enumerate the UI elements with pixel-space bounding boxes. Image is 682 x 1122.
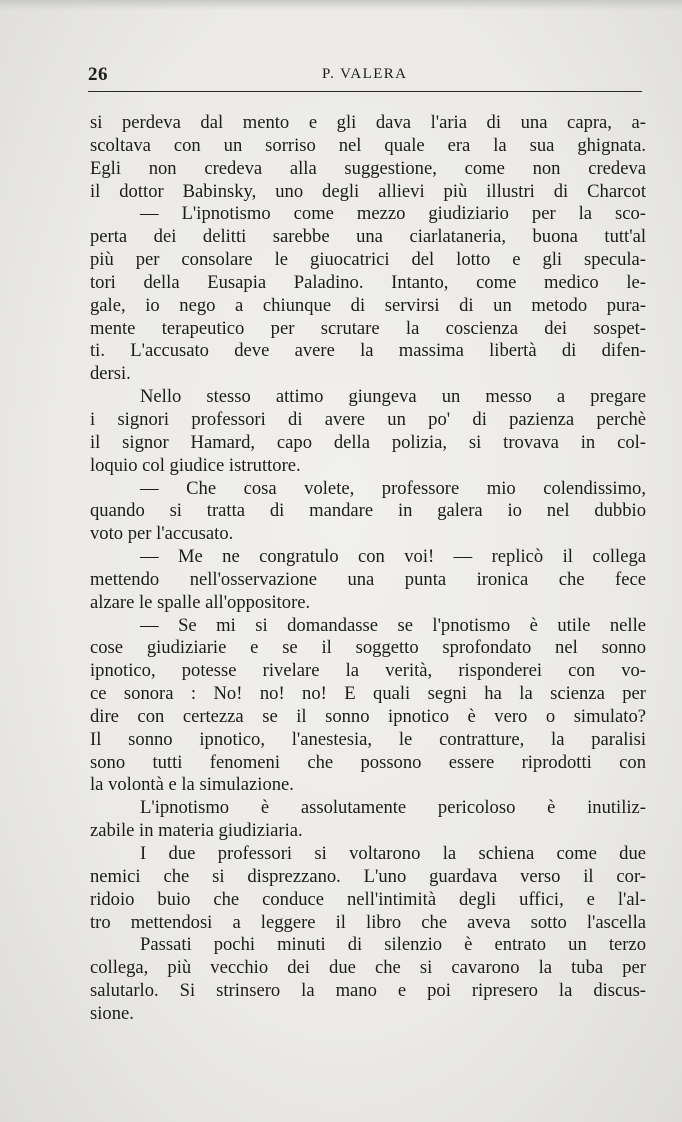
text-line: nemici che si disprezzano. L'uno guardava verso il cor- [90, 865, 646, 887]
text-line: la volontà e la simulazione. [90, 774, 294, 796]
text-line: i signori professori di avere un po' di pazienza perchè [90, 408, 646, 430]
text-line: più per consolare le giuocatrici del lotto e gli specula- [90, 249, 646, 271]
text-line: L'ipnotismo è assolutamente pericoloso è inutiliz- [140, 797, 646, 819]
text-line: quando si tratta di mandare in galera io nel dubbio [90, 500, 646, 522]
text-line: — Che cosa volete, professore mio colendissimo, [140, 477, 646, 499]
text-line: — L'ipnotismo come mezzo giudiziario per la sco- [140, 203, 646, 225]
text-line: cose giudiziarie e se il soggetto sprofondato nel sonno [90, 637, 646, 659]
text-line: scoltava con un sorriso nel quale era la sua ghignata. [90, 134, 646, 156]
text-line: salutarlo. Si strinsero la mano e poi ripresero la discus- [90, 980, 646, 1002]
text-line: tro mettendosi a leggere il libro che aveva sotto l'ascella [90, 911, 646, 933]
page-number: 26 [88, 64, 108, 85]
text-line: ti. L'accusato deve avere la massima libertà di difen- [90, 340, 646, 362]
page-header [88, 58, 643, 88]
text-line: sono tutti fenomeni che possono essere riprodotti con [90, 751, 646, 773]
text-line: perta dei delitti sarebbe una ciarlataneria, buona tutt'al [90, 226, 646, 248]
text-line: il signor Hamard, capo della polizia, si trovava in col- [90, 431, 646, 453]
text-line: I due professori si voltarono la schiena come due [140, 843, 646, 864]
text-line: il dottor Babinsky, uno degli allievi più illustri di Charcot [90, 180, 646, 202]
text-line: Passati pochi minuti di silenzio è entrato un terzo [140, 934, 646, 956]
text-line: ridoio buio che conduce nell'intimità degli uffici, e l'al- [90, 888, 646, 910]
text-line: collega, più vecchio dei due che si cavarono la tuba per [90, 957, 646, 979]
text-line: si perdeva dal mento e gli dava l'aria di una capra, a- [90, 112, 646, 133]
text-line: dersi. [90, 363, 131, 385]
text-line: Nello stesso attimo giungeva un messo a pregare [140, 386, 646, 408]
text-line: Egli non credeva alla suggestione, come non credeva [90, 157, 646, 179]
text-line: dire con certezza se il sonno ipnotico è vero o simulato? [90, 705, 646, 727]
text-line: zabile in materia giudiziaria. [90, 820, 303, 842]
text-line: voto per l'accusato. [90, 523, 234, 545]
text-line: Il sonno ipnotico, l'anestesia, le contratture, la paralisi [90, 728, 646, 750]
text-line: gale, io nego a chiunque di servirsi di un metodo pura- [90, 294, 646, 316]
header-rule [88, 91, 642, 92]
text-line: ipnotico, potesse rivelare la verità, risponderei con vo- [90, 660, 646, 682]
text-line: — Me ne congratulo con voi! — replicò il collega [140, 546, 646, 568]
text-line: loquio col giudice istruttore. [90, 454, 301, 476]
text-line: tori della Eusapia Paladino. Intanto, come medico le- [90, 271, 646, 293]
text-line: sione. [90, 1002, 134, 1024]
text-line: mettendo nell'osservazione una punta ironica che fece [90, 568, 646, 590]
text-line: mente terapeutico per scrutare la coscienza dei sospet- [90, 317, 646, 339]
page-top-edge [0, 0, 682, 10]
text-line: alzare le spalle all'oppositore. [90, 591, 311, 613]
running-head: P. VALERA [322, 66, 408, 82]
text-line: ce sonora : No! no! no! E quali segni ha la scienza per [90, 683, 646, 705]
body-text [90, 112, 646, 1026]
text-line: — Se mi si domandasse se l'pnotismo è utile nelle [140, 614, 646, 636]
